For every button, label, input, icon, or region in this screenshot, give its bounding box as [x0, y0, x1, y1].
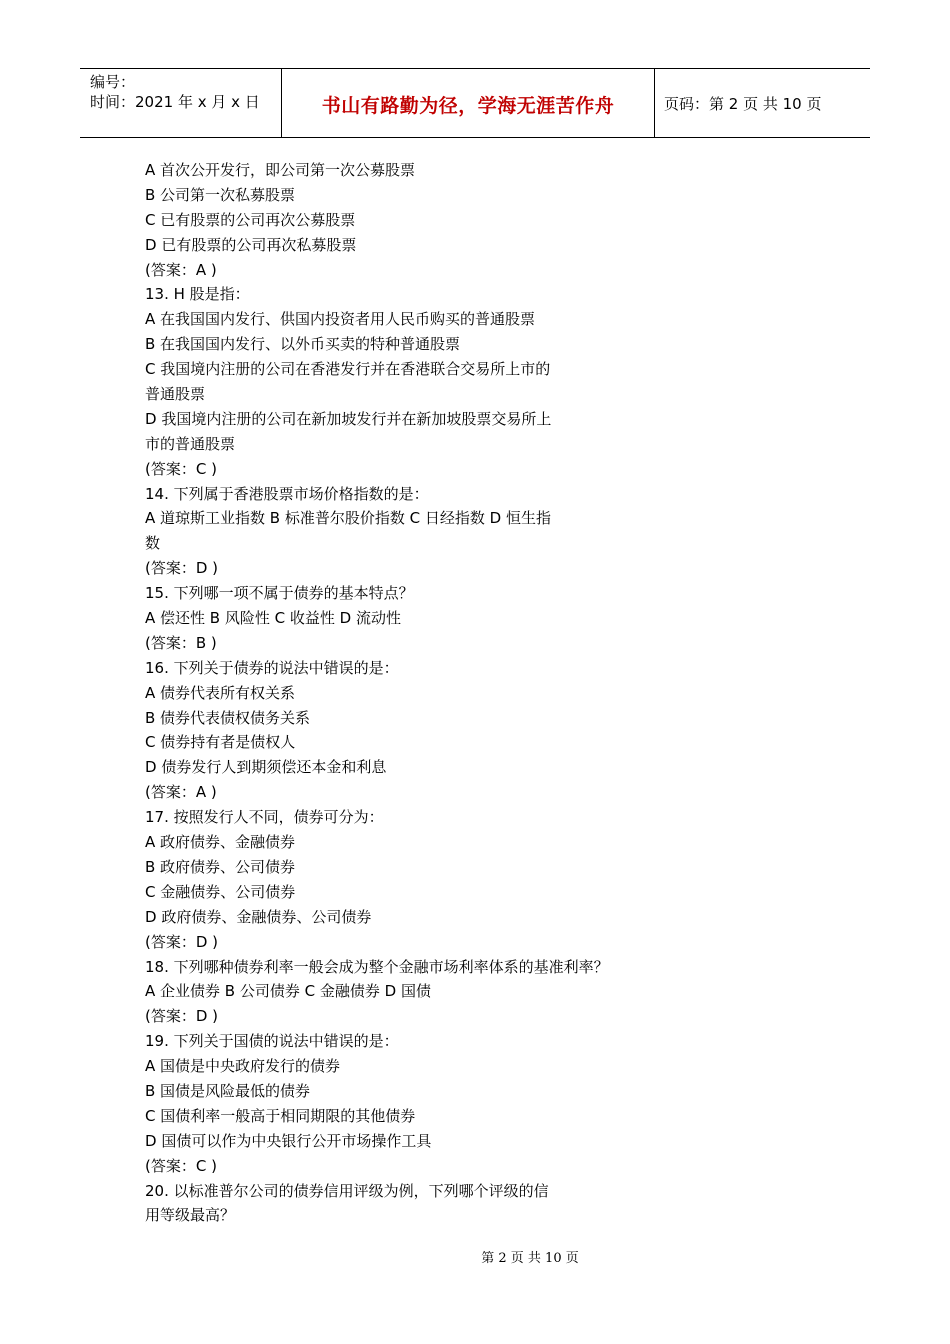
text-line: C 国债利率一般高于相同期限的其他债券: [145, 1106, 416, 1125]
text-line: (答案：C ): [145, 1156, 217, 1175]
text-line: A 道琼斯工业指数 B 标准普尔股价指数 C 日经指数 D 恒生指: [145, 509, 551, 528]
text-line: A 在我国国内发行、供国内投资者用人民币购买的普通股票: [145, 310, 536, 329]
text-line: B 政府债券、公司债券: [145, 857, 296, 876]
header-motto: 书山有路勤为径，学海无涯苦作舟: [321, 95, 615, 117]
text-line: (答案：D ): [145, 932, 219, 951]
text-line: 16. 下列关于债券的说法中错误的是：: [145, 658, 399, 677]
header-info-cell: [80, 69, 282, 137]
header-page-info: 页码：第 2 页 共 10 页: [664, 95, 822, 113]
text-line: A 政府债券、金融债券: [145, 833, 296, 852]
text-line: D 债券发行人到期须偿还本金和利息: [145, 758, 387, 777]
text-line: A 偿还性 B 风险性 C 收益性 D 流动性: [145, 609, 401, 628]
document-body: [145, 158, 615, 1228]
text-line: 15. 下列哪一项不属于债券的基本特点？: [145, 584, 414, 603]
text-line: (答案：B ): [145, 633, 217, 652]
text-line: D 我国境内注册的公司在新加坡发行并在新加坡股票交易所上: [145, 409, 552, 428]
text-line: A 国债是中央政府发行的债券: [145, 1057, 341, 1076]
text-line: B 公司第一次私募股票: [145, 185, 296, 204]
page-footer: [0, 1247, 950, 1266]
text-line: 普通股票: [145, 385, 206, 404]
text-line: 用等级最高？: [145, 1206, 236, 1225]
text-line: 14. 下列属于香港股票市场价格指数的是：: [145, 484, 429, 503]
text-line: 19. 下列关于国债的说法中错误的是：: [145, 1032, 399, 1051]
text-line: B 在我国国内发行、以外币买卖的特种普通股票: [145, 335, 461, 354]
text-line: 17. 按照发行人不同，债券可分为：: [145, 808, 384, 827]
text-line: A 企业债券 B 公司债券 C 金融债券 D 国债: [145, 982, 431, 1001]
text-line: C 金融债券、公司债券: [145, 882, 296, 901]
text-line: D 政府债券、金融债券、公司债券: [145, 907, 372, 926]
text-line: (答案：A ): [145, 260, 217, 279]
document-code-label: 编号：: [90, 73, 136, 91]
page-header: [80, 68, 870, 138]
text-line: A 债券代表所有权关系: [145, 683, 296, 702]
text-line: 市的普通股票: [145, 434, 236, 453]
text-line: C 我国境内注册的公司在香港发行并在香港联合交易所上市的: [145, 360, 551, 379]
text-line: (答案：D ): [145, 559, 219, 578]
text-line: A 首次公开发行，即公司第一次公募股票: [145, 161, 416, 179]
text-line: 数: [145, 534, 161, 553]
text-line: D 已有股票的公司再次私募股票: [145, 235, 357, 254]
text-line: (答案：A ): [145, 783, 217, 802]
text-line: B 国债是风险最低的债券: [145, 1081, 311, 1100]
header-motto-cell: [282, 69, 655, 137]
text-line: B 债券代表债权债务关系: [145, 708, 311, 727]
footer-page-number: 第 2 页 共 10 页: [481, 1251, 579, 1266]
text-line: 13. H 股是指：: [145, 285, 250, 304]
text-line: D 国债可以作为中央银行公开市场操作工具: [145, 1131, 432, 1150]
text-line: (答案：D ): [145, 1007, 219, 1026]
document-date: 时间：2021 年 x 月 x 日: [90, 93, 260, 111]
text-line: C 债券持有者是债权人: [145, 733, 296, 752]
text-line: (答案：C ): [145, 459, 217, 478]
text-line: 18. 下列哪种债券利率一般会成为整个金融市场利率体系的基准利率？: [145, 957, 609, 976]
text-line: 20. 以标准普尔公司的债券信用评级为例，下列哪个评级的信: [145, 1181, 549, 1200]
text-line: C 已有股票的公司再次公募股票: [145, 210, 356, 229]
